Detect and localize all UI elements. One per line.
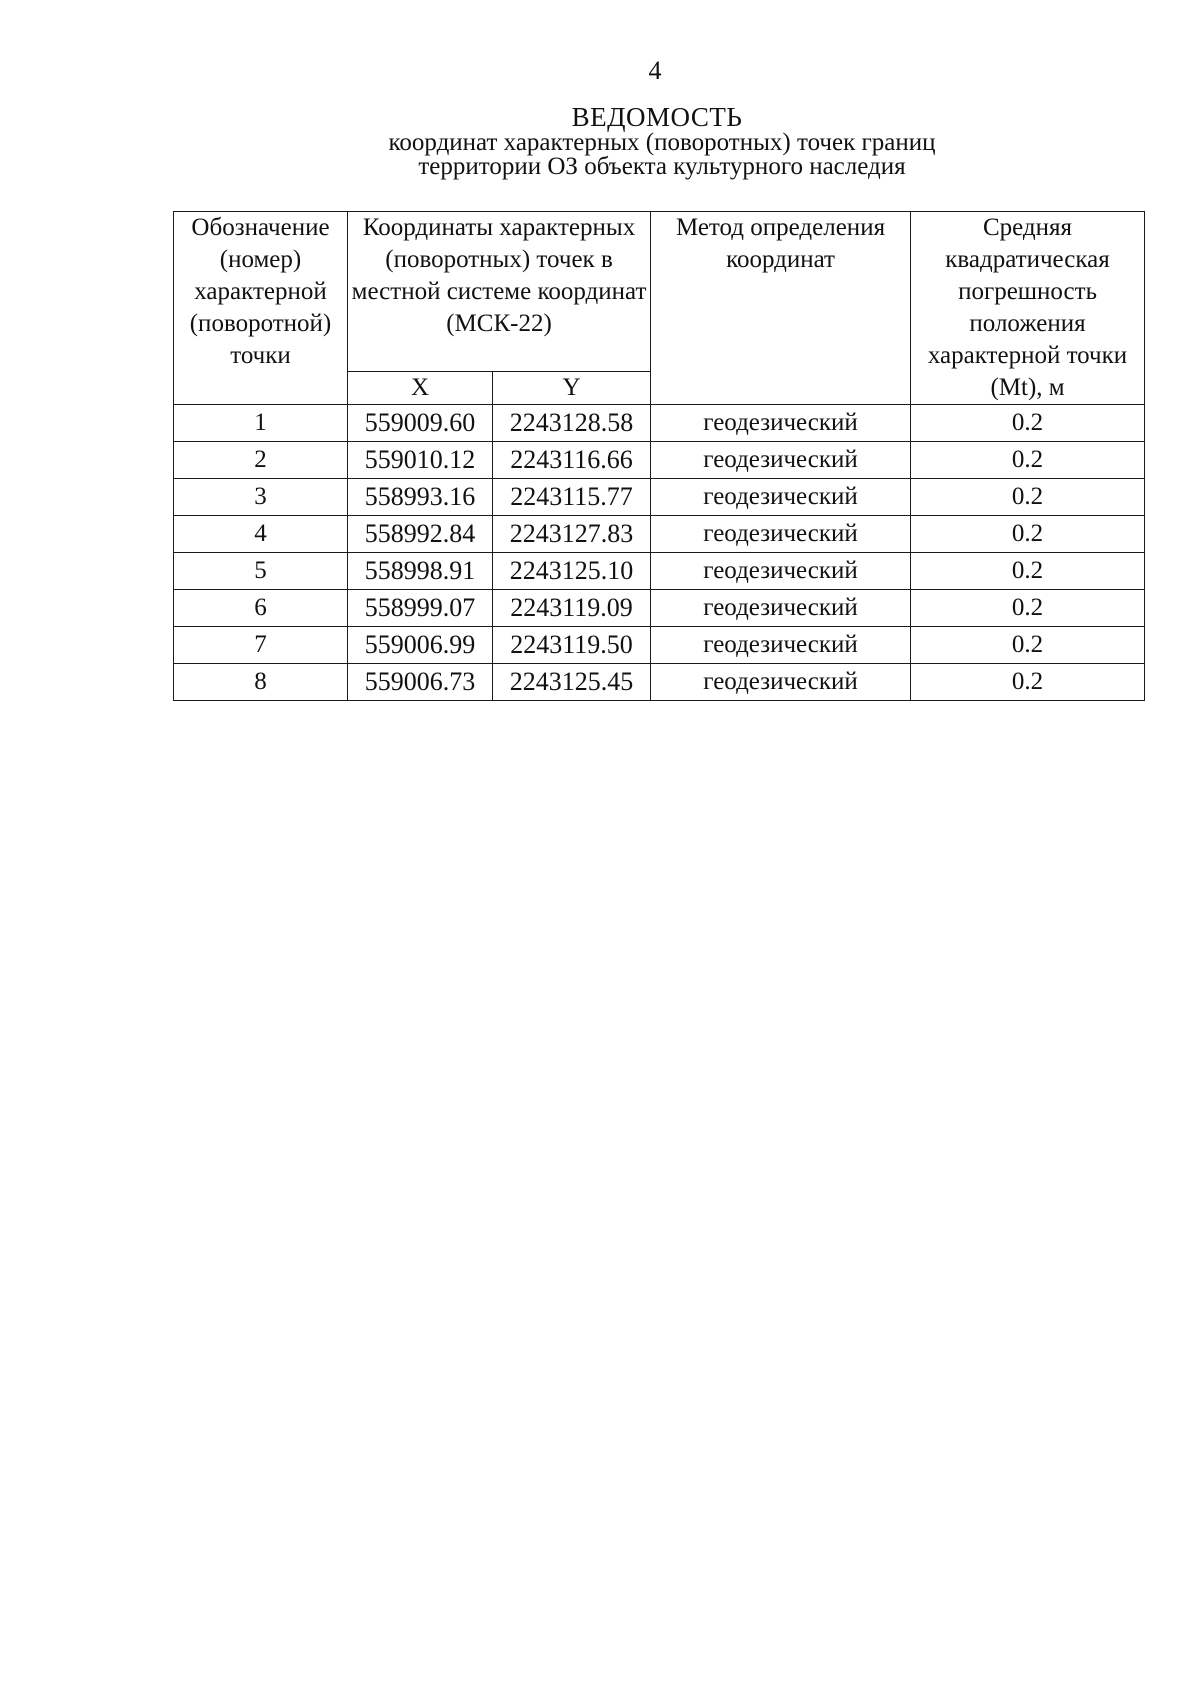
cell-method: геодезический xyxy=(651,516,911,553)
cell-x: 558993.16 xyxy=(348,479,493,516)
cell-method: геодезический xyxy=(651,664,911,701)
cell-point: 2 xyxy=(174,442,348,479)
cell-y: 2243128.58 xyxy=(493,405,651,442)
cell-error: 0.2 xyxy=(911,516,1145,553)
header-x: X xyxy=(348,372,493,405)
document-subtitle-line: координат характерных (поворотных) точек границ xyxy=(388,129,936,156)
cell-point: 1 xyxy=(174,405,348,442)
document-title: ВЕДОМОСТЬ xyxy=(571,102,743,132)
cell-y: 2243116.66 xyxy=(493,442,651,479)
cell-method: геодезический xyxy=(651,479,911,516)
cell-x: 559006.99 xyxy=(348,627,493,664)
page-number: 4 xyxy=(648,56,662,85)
table-row xyxy=(174,664,1145,701)
cell-y: 2243115.77 xyxy=(493,479,651,516)
cell-point: 8 xyxy=(174,664,348,701)
cell-x: 559006.73 xyxy=(348,664,493,701)
cell-point: 4 xyxy=(174,516,348,553)
coordinates-table xyxy=(173,211,1145,701)
cell-error: 0.2 xyxy=(911,590,1145,627)
cell-method: геодезический xyxy=(651,442,911,479)
table-row xyxy=(174,405,1145,442)
table-row xyxy=(174,442,1145,479)
cell-x: 558998.91 xyxy=(348,553,493,590)
table-row xyxy=(174,479,1145,516)
cell-method: геодезический xyxy=(651,405,911,442)
header-mean-error: Средняя квадратическая погрешность положения характерной точки (Mt), м xyxy=(911,212,1145,405)
cell-y: 2243119.50 xyxy=(493,627,651,664)
cell-error: 0.2 xyxy=(911,553,1145,590)
cell-point: 3 xyxy=(174,479,348,516)
cell-x: 558999.07 xyxy=(348,590,493,627)
table-row xyxy=(174,516,1145,553)
cell-y: 2243127.83 xyxy=(493,516,651,553)
cell-point: 5 xyxy=(174,553,348,590)
cell-x: 559010.12 xyxy=(348,442,493,479)
table-header-row xyxy=(174,212,1145,372)
cell-method: геодезический xyxy=(651,627,911,664)
cell-error: 0.2 xyxy=(911,627,1145,664)
cell-x: 558992.84 xyxy=(348,516,493,553)
cell-point: 6 xyxy=(174,590,348,627)
cell-y: 2243125.45 xyxy=(493,664,651,701)
document-subtitle-line: территории ОЗ объекта культурного наследия xyxy=(418,153,906,180)
header-y: Y xyxy=(493,372,651,405)
header-method: Метод определения координат xyxy=(651,212,911,405)
cell-method: геодезический xyxy=(651,553,911,590)
cell-error: 0.2 xyxy=(911,664,1145,701)
cell-error: 0.2 xyxy=(911,442,1145,479)
table-body xyxy=(174,405,1145,701)
cell-error: 0.2 xyxy=(911,479,1145,516)
cell-point: 7 xyxy=(174,627,348,664)
table-row xyxy=(174,553,1145,590)
cell-y: 2243125.10 xyxy=(493,553,651,590)
table-row xyxy=(174,627,1145,664)
header-point-designation: Обозначение (номер) характерной (поворотной) точки xyxy=(174,212,348,405)
cell-x: 559009.60 xyxy=(348,405,493,442)
header-coordinates: Координаты характерных (поворотных) точек в местной системе координат (МСК-22) xyxy=(348,212,651,372)
table-row xyxy=(174,590,1145,627)
cell-error: 0.2 xyxy=(911,405,1145,442)
cell-y: 2243119.09 xyxy=(493,590,651,627)
cell-method: геодезический xyxy=(651,590,911,627)
